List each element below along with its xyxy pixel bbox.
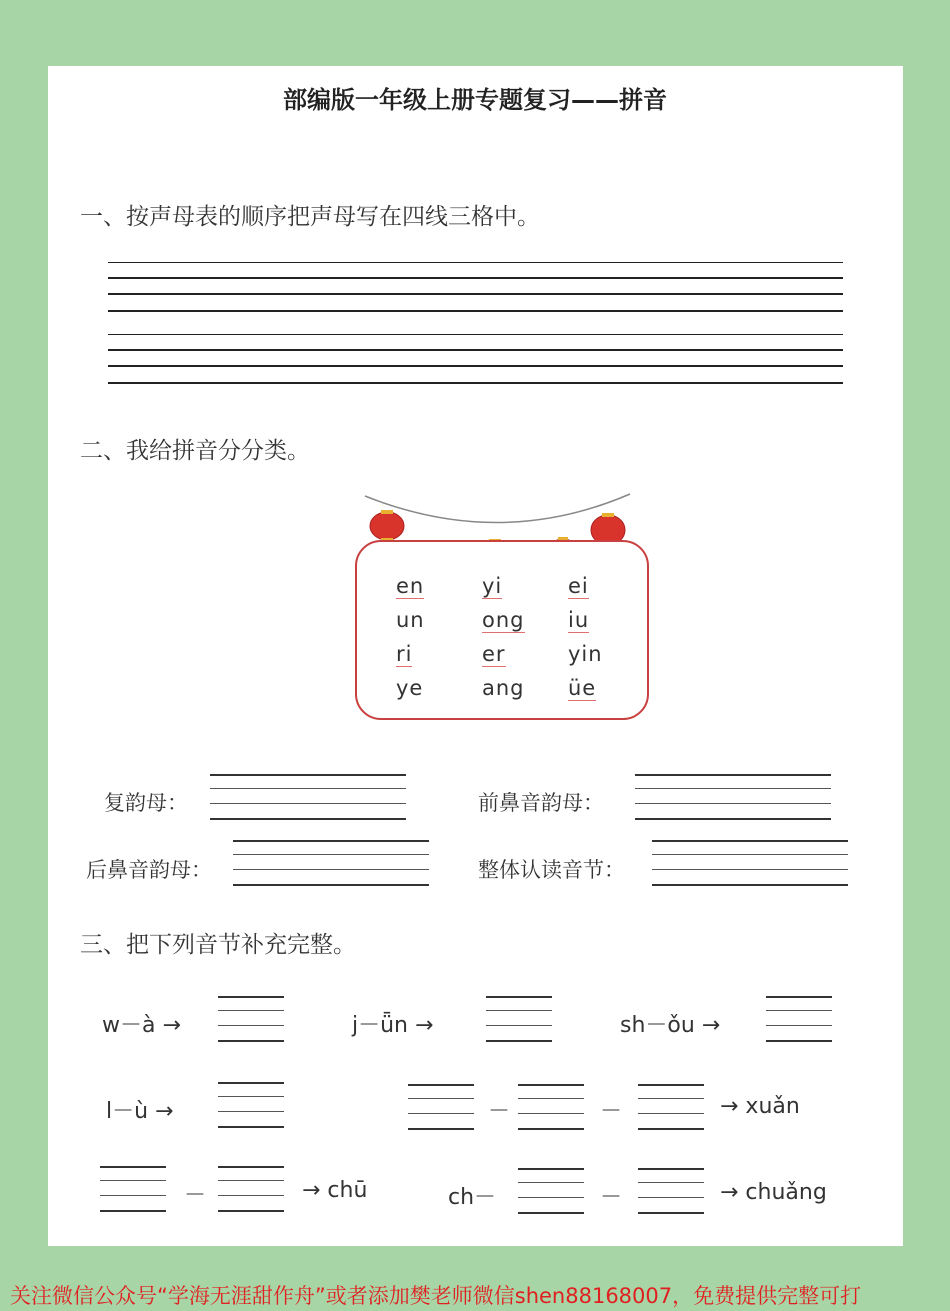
- dash: －: [600, 1099, 623, 1124]
- dash: －: [600, 1185, 623, 1210]
- four-line-grid-1[interactable]: [108, 262, 843, 314]
- pinyin-cell: ang: [482, 676, 525, 700]
- pinyin-cell: er: [482, 642, 506, 666]
- label-zhengti: 整体认读音节：: [478, 858, 625, 882]
- syllable-item-d: l－ù →: [106, 1099, 174, 1124]
- answer-lines-qianbiyin[interactable]: [635, 774, 831, 820]
- answer-lines[interactable]: [218, 1082, 284, 1128]
- pinyin-cell: ei: [568, 574, 589, 598]
- label-fuyunmu: 复韵母：: [104, 791, 188, 815]
- answer-lines[interactable]: [218, 996, 284, 1042]
- syllable-item-a: w－à →: [102, 1013, 181, 1038]
- page-title: 部编版一年级上册专题复习——拼音: [283, 86, 667, 114]
- dash: －: [488, 1099, 511, 1124]
- answer-lines[interactable]: [218, 1166, 284, 1212]
- pinyin-cell: ri: [396, 642, 413, 666]
- section2-heading: 二、我给拼音分分类。: [80, 438, 310, 464]
- answer-lines-zhengti[interactable]: [652, 840, 848, 886]
- syllable-item-c: sh－ǒu →: [620, 1013, 721, 1038]
- answer-lines[interactable]: [638, 1168, 704, 1214]
- dash: －: [184, 1183, 207, 1208]
- answer-lines[interactable]: [486, 996, 552, 1042]
- pinyin-cell: yin: [568, 642, 603, 666]
- answer-lines[interactable]: [518, 1168, 584, 1214]
- answer-lines[interactable]: [100, 1166, 166, 1212]
- pinyin-cell: ong: [482, 608, 525, 632]
- pinyin-cell: yi: [482, 574, 503, 598]
- syllable-result-chu: → chū: [302, 1178, 368, 1203]
- answer-lines[interactable]: [638, 1084, 704, 1130]
- pinyin-cell: iu: [568, 608, 590, 632]
- answer-lines-houbiyin[interactable]: [233, 840, 429, 886]
- section3-heading: 三、把下列音节补充完整。: [80, 932, 356, 958]
- pinyin-cell: üe: [568, 676, 597, 700]
- label-qianbiyin: 前鼻音韵母：: [478, 791, 604, 815]
- syllable-item-b: j－ǖn →: [352, 1013, 434, 1038]
- section1-heading: 一、按声母表的顺序把声母写在四线三格中。: [80, 204, 540, 230]
- answer-lines[interactable]: [518, 1084, 584, 1130]
- footer-promo-text: 关注微信公众号“学海无涯甜作舟”或者添加樊老师微信shen88168007，免费提供完整可打: [10, 1284, 862, 1308]
- answer-lines[interactable]: [766, 996, 832, 1042]
- syllable-prefix-ch: ch－: [448, 1185, 497, 1210]
- pinyin-cell: ye: [396, 676, 424, 700]
- pinyin-cell: un: [396, 608, 425, 632]
- four-line-grid-2[interactable]: [108, 334, 843, 386]
- answer-lines[interactable]: [408, 1084, 474, 1130]
- syllable-result-xuan: → xuǎn: [720, 1094, 800, 1119]
- syllable-result-chuang: → chuǎng: [720, 1180, 827, 1205]
- label-houbiyin: 后鼻音韵母：: [86, 858, 212, 882]
- answer-lines-fuyunmu[interactable]: [210, 774, 406, 820]
- pinyin-cell: en: [396, 574, 425, 598]
